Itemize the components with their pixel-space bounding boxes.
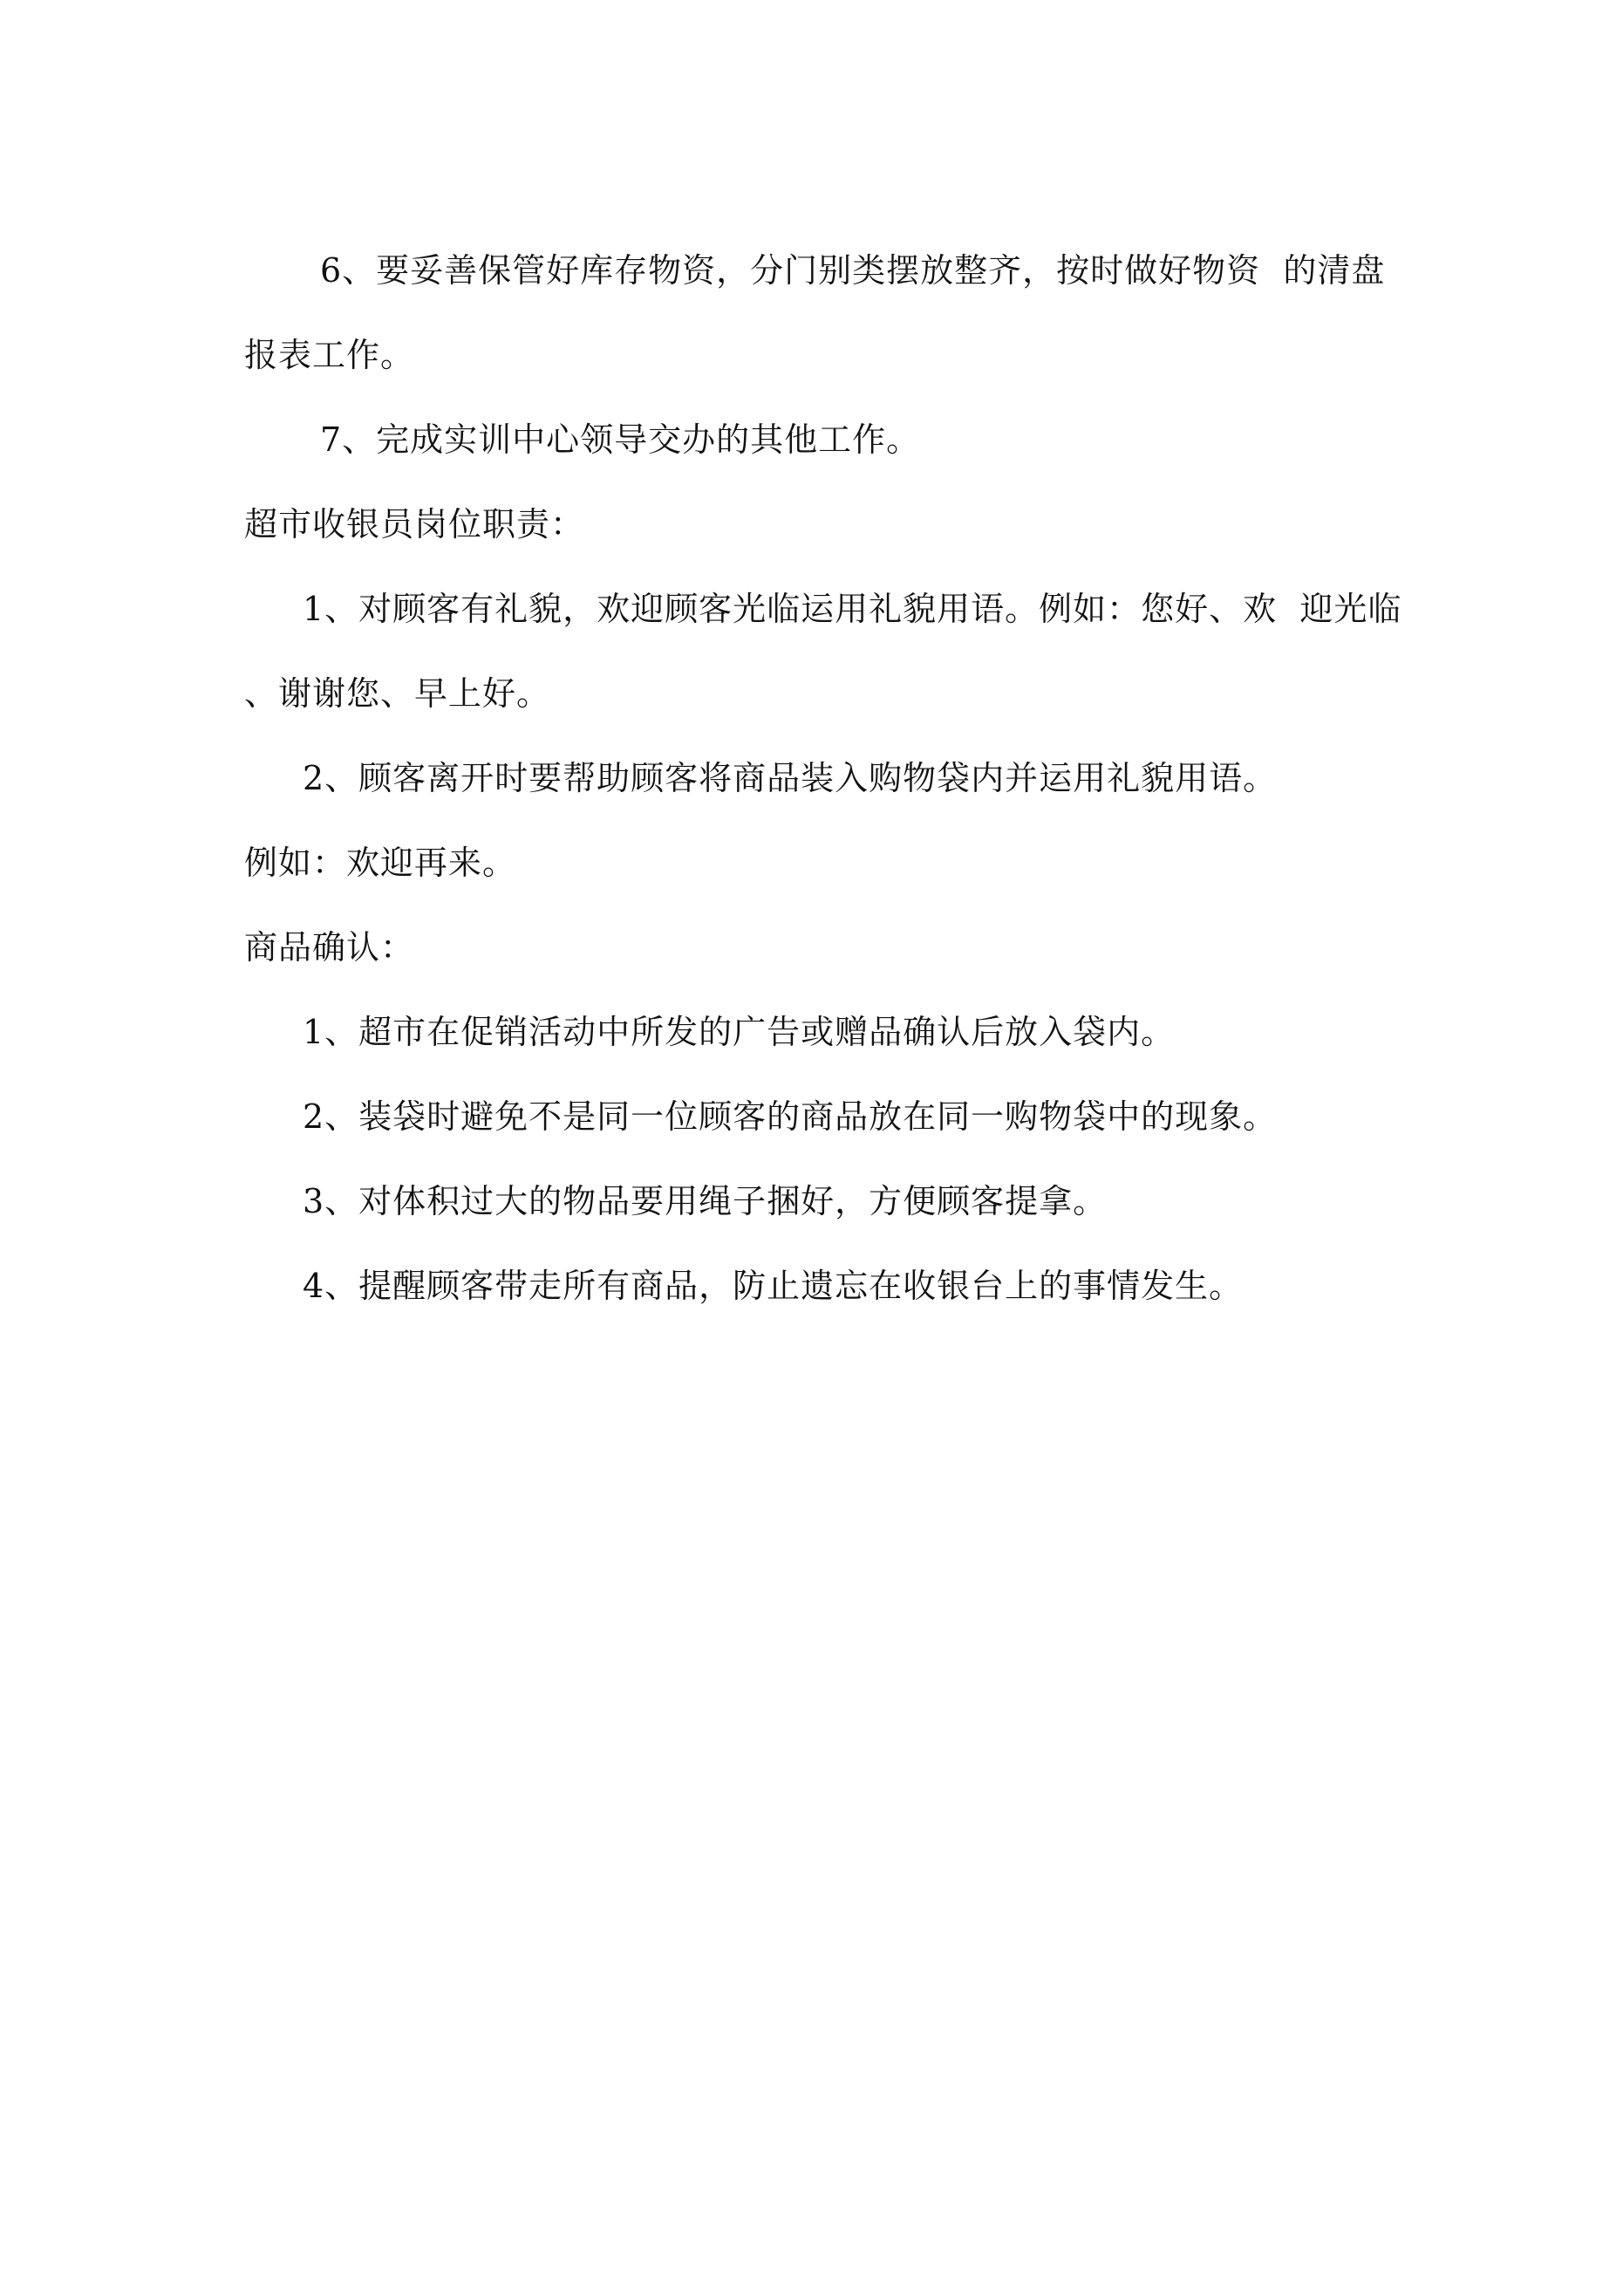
goods-item-3: 3、对体积过大的物品要用绳子捆好，方便顾客提拿。	[303, 1182, 1108, 1220]
item-7: 7、完成实训中心领导交办的其他工作。	[320, 420, 921, 459]
item-6-line-2: 报表工作。	[244, 336, 415, 374]
goods-item-2: 2、装袋时避免不是同一位顾客的商品放在同一购物袋中的现象。	[303, 1097, 1278, 1136]
cashier-item-1-line-2: 、谢谢您、早上好。	[244, 674, 551, 713]
item-6-line-1: 6、要妥善保管好库存物资，分门别类摆放整齐，按时做好物资 的清盘	[320, 251, 1386, 290]
cashier-item-2-line-1: 2、顾客离开时要帮助顾客将商品装入购物袋内并运用礼貌用语。	[303, 759, 1278, 797]
cashier-item-1-line-1: 1、对顾客有礼貌，欢迎顾客光临运用礼貌用语。例如：您好、欢 迎光临	[303, 590, 1402, 628]
cashier-item-2-line-2: 例如：欢迎再来。	[244, 844, 517, 882]
goods-item-1: 1、超市在促销活动中所发的广告或赠品确认后放入袋内。	[303, 1013, 1176, 1051]
cashier-duties-heading: 超市收银员岗位职责：	[244, 505, 585, 543]
goods-item-4: 4、提醒顾客带走所有商品，防止遗忘在收银台上的事情发生。	[303, 1267, 1244, 1305]
goods-confirm-heading: 商品确认：	[244, 928, 415, 967]
